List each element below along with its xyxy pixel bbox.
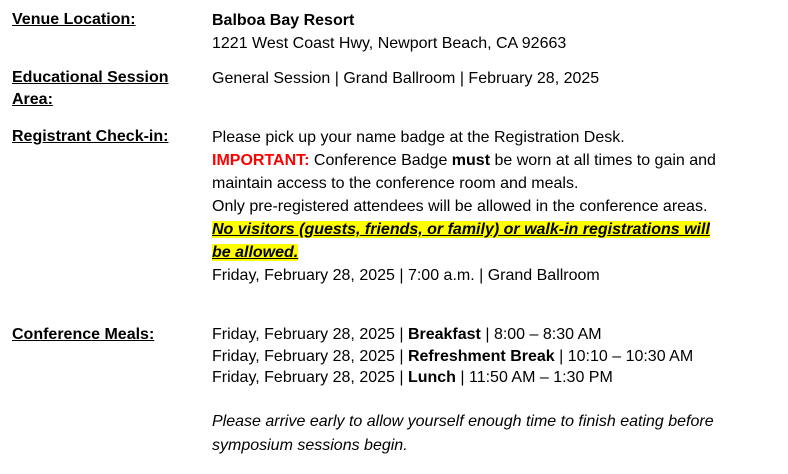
meals-note: Please arrive early to allow yourself enough time to finish eating before symposium sessions begin. xyxy=(212,412,714,454)
meal-item-breakfast xyxy=(212,324,752,346)
venue-name: Balboa Bay Resort xyxy=(212,12,355,29)
meal-date: Friday, February 28, 2025 | xyxy=(212,347,408,365)
venue-address: 1221 West Coast Hwy, Newport Beach, CA 92663 xyxy=(212,35,567,52)
warning-block xyxy=(212,218,732,264)
session-area-text: General Session | Grand Ballroom | February 28, 2025 xyxy=(212,70,600,87)
meal-name: Lunch xyxy=(407,369,456,386)
meal-date: Friday, February 28, 2025 | xyxy=(212,369,408,386)
session-area-label: Educational Session Area: xyxy=(12,69,169,108)
registrant-checkin-value xyxy=(212,126,752,287)
checkin-line-2a: Conference Badge xyxy=(309,152,452,169)
meal-item-refreshment xyxy=(212,346,752,368)
checkin-line-4: Only pre-registered attendees will be allowed in the conference areas. xyxy=(212,198,708,215)
meal-name: Refreshment Break xyxy=(407,347,555,365)
must-text: must xyxy=(451,152,491,169)
venue-location-value xyxy=(212,9,752,55)
meal-time: | 8:00 – 8:30 AM xyxy=(480,326,602,343)
checkin-line-1: Please pick up your name badge at the Registration Desk. xyxy=(212,129,625,146)
conference-meals-label: Conference Meals: xyxy=(12,326,155,343)
important-label: IMPORTANT: xyxy=(212,152,310,169)
checkin-line-2 xyxy=(212,149,752,172)
meal-name: Breakfast xyxy=(407,326,481,343)
conference-meals-value xyxy=(212,324,752,458)
checkin-line-2b: be worn at all times to gain and xyxy=(490,152,716,169)
meal-item-lunch xyxy=(212,367,752,389)
registrant-checkin-label: Registrant Check-in: xyxy=(12,128,169,145)
checkin-time: Friday, February 28, 2025 | 7:00 a.m. | Grand Ballroom xyxy=(212,267,600,284)
session-area-value xyxy=(212,67,752,90)
no-visitors-warning: No visitors (guests, friends, or family) or walk-in registrations will be allowed. xyxy=(212,221,710,261)
venue-location-label: Venue Location: xyxy=(12,11,136,28)
meal-time: | 11:50 AM – 1:30 PM xyxy=(455,369,613,386)
meal-date: Friday, February 28, 2025 | xyxy=(212,326,408,343)
checkin-line-3: maintain access to the conference room and meals. xyxy=(212,175,579,192)
meal-time: | 10:10 – 10:30 AM xyxy=(554,347,694,365)
